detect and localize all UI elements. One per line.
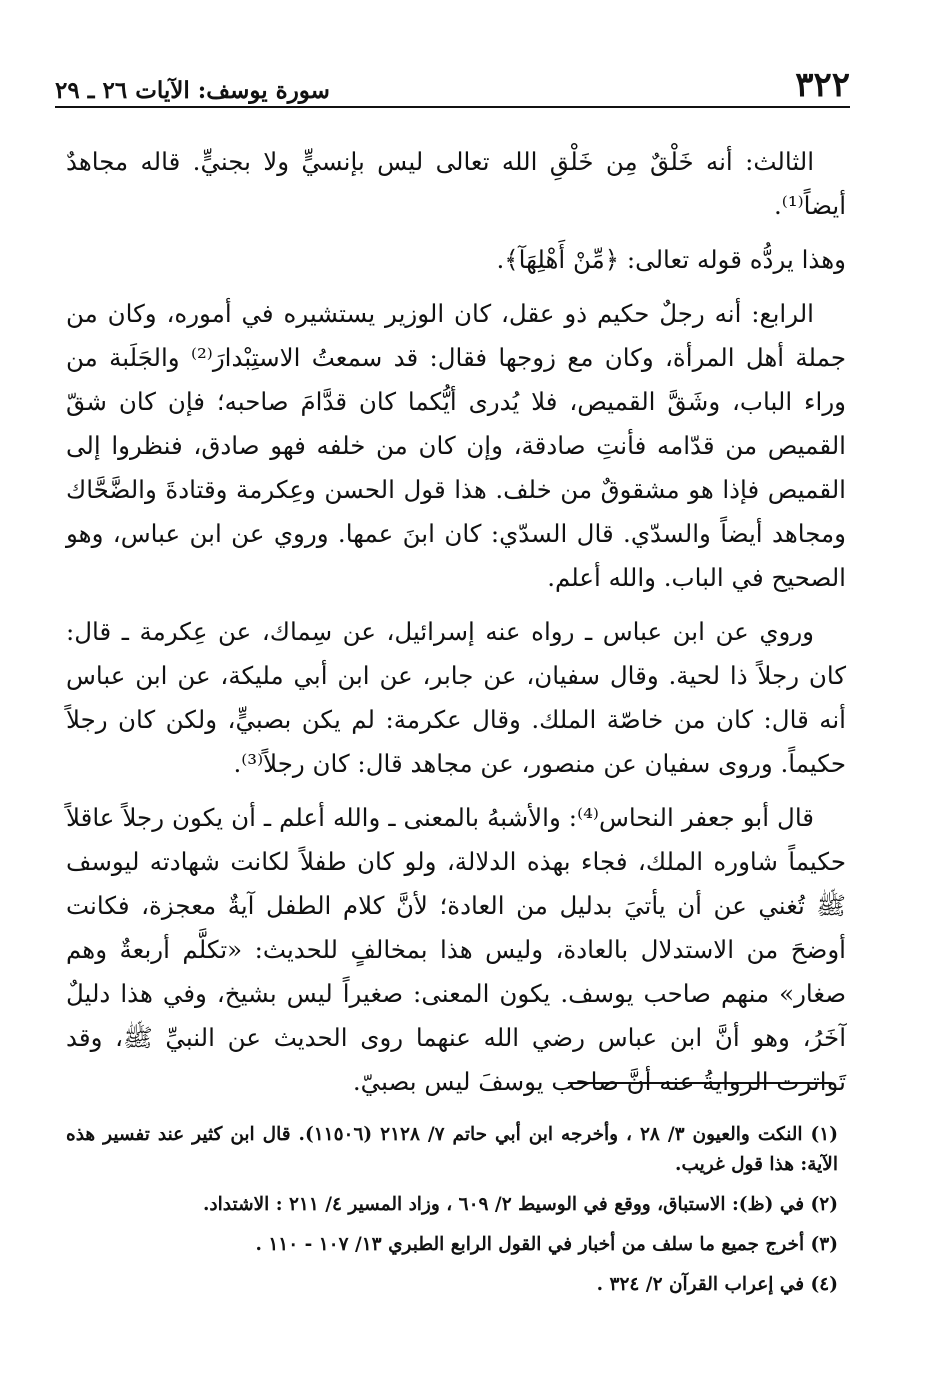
main-text — [66, 140, 846, 1114]
footnote-3: (٣) أخرج جميع ما سلف من أخبار في القول الرابع الطبري ١٣/ ١٠٧ - ١١٠ . — [255, 1234, 838, 1255]
footnotes — [66, 1120, 838, 1310]
page-number: ٣٢٢ — [795, 65, 850, 105]
footnote-4: (٤) في إعراب القرآن ٢/ ٣٢٤ . — [596, 1274, 838, 1295]
paragraph-ibn-abbas-narration: وروي عن ابن عباس ـ رواه عنه إسرائيل، عن سِماك، عن عِكرمة ـ قال: كان رجلاً ذا لحية. وقال سفيان، عن جابر، عن ابن أبي مليكة، عن ابن عباس أنه قال: كان من خاصّة الملك. وقال عكرمة: لم يكن بصبيٍّ، ولكن كان رجلاً حكيماً. وروى سفيان عن منصور، عن مجاهد قال: كان رجلاً⁽³⁾. — [66, 617, 846, 778]
header-divider — [55, 106, 850, 108]
footnote-1: (١) النكت والعيون ٣/ ٢٨ ، وأخرجه ابن أبي حاتم ٧/ ٢١٢٨ (١١٥٠٦). قال ابن كثير عند تفسير هذه الآية: هذا قول غريب. — [66, 1124, 838, 1175]
footnote-2: (٢) في (ظ): الاستباق، ووقع في الوسيط ٢/ ٦٠٩ ، وزاد المسير ٤/ ٢١١ : الاشتداد. — [202, 1194, 838, 1215]
footnote-divider — [568, 1082, 832, 1084]
paragraph-nahhas-opinion: قال أبو جعفر النحاس⁽⁴⁾: والأشبهُ بالمعنى ـ والله أعلم ـ أن يكون رجلاً عاقلاً حكيماً شاوره الملك، فجاء بهذه الدلالة، ولو كان طفلاً لكانت شهادته ليوسف ﷺ تُغني عن أن يأتيَ بدليل من العادة؛ لأنَّ كلام الطفل آيةٌ معجزة، فكانت أوضحَ من الاستدلال بالعادة، وليس هذا بمخالفٍ للحديث: «تكلَّم أربعةٌ وهم صغار» منهم صاحب يوسف. يكون المعنى: صغيراً ليس بشيخ، وفي هذا دليلٌ آخَرُ، وهو أنَّ ابن عباس رضي الله عنهما روى الحديث عن النبيِّ ﷺ، وقد تَواترت الروايةُ عنه أنَّ صاحب يوسفَ ليس بصبيّ. — [66, 803, 846, 1096]
running-title: سورة يوسف: الآيات ٢٦ ـ ٢٩ — [55, 77, 330, 104]
paragraph-refutation: وهذا يردُّه قوله تعالى: ﴿مِّنْ أَهْلِهَآ﴾. — [496, 245, 846, 274]
paragraph-fourth-opinion: الرابع: أنه رجلٌ حكيم ذو عقل، كان الوزير يستشيره في أموره، وكان من جملة أهل المرأة، وكان مع زوجها فقال: قد سمعتُ الاستِبْدارَ⁽²⁾ والجَلَبة من وراء الباب، وشَقَّ القميص، فلا يُدرى أيُّكما كان قدَّامَ صاحبه؛ فإن كان شقّ القميص من قدّامه فأنتِ صادقة، وإن كان من خلفه فهو صادق، فنظروا إلى القميص فإذا هو مشقوقٌ من خلف. هذا قول الحسن وعِكرمة وقتادةَ والضَّحَّاك ومجاهد أيضاً والسدّي. قال السدّي: كان ابنَ عمها. وروي عن ابن عباس، وهو الصحيح في الباب. والله أعلم. — [66, 299, 846, 592]
page-header — [55, 58, 850, 105]
paragraph-third-opinion: الثالث: أنه خَلْقٌ مِن خَلْقِ الله تعالى ليس بإنسيٍّ ولا بجنيٍّ. قاله مجاهدٌ أيضاً⁽¹⁾. — [66, 147, 846, 220]
